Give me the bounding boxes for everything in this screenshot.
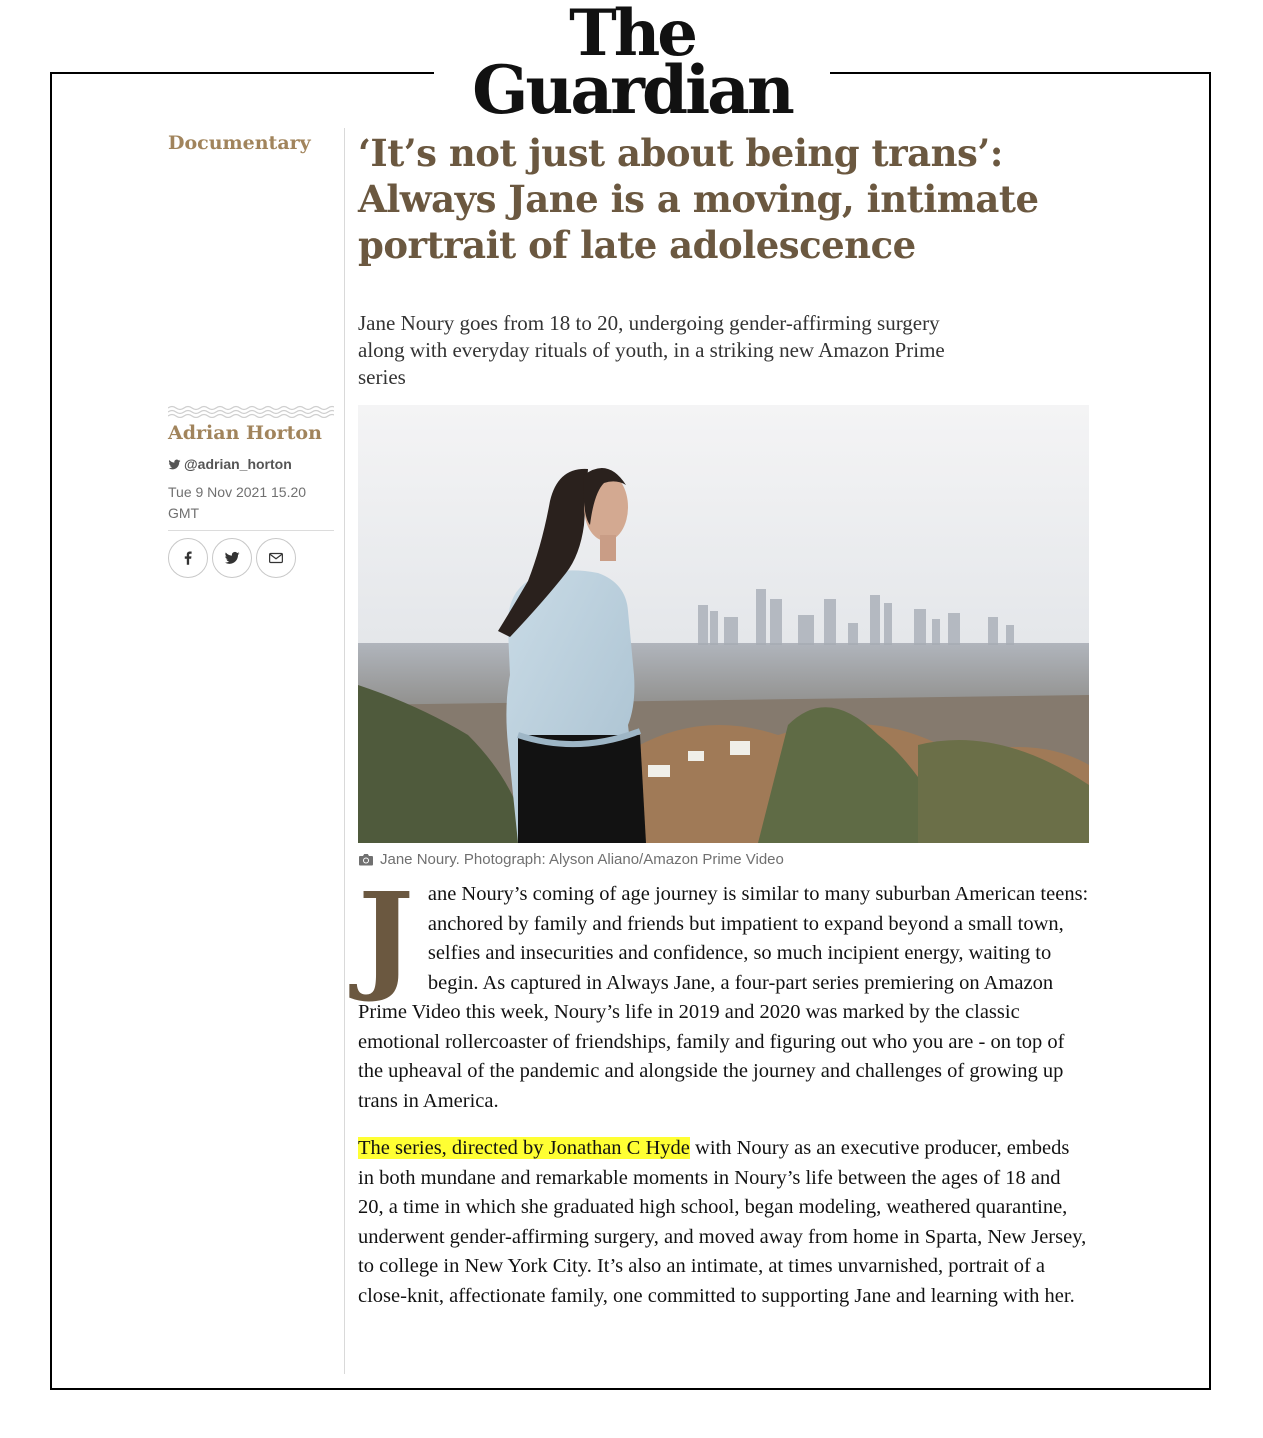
share-buttons bbox=[168, 538, 296, 578]
email-icon bbox=[267, 549, 285, 567]
camera-icon bbox=[358, 853, 374, 866]
image-caption bbox=[358, 851, 784, 868]
logo-line-1: The bbox=[569, 0, 695, 71]
wavy-divider bbox=[168, 404, 334, 418]
column-divider bbox=[344, 128, 345, 1374]
twitter-handle: @adrian_horton bbox=[184, 456, 292, 472]
publish-date: Tue 9 Nov 2021 15.20 GMT bbox=[168, 484, 307, 521]
article-headline: ‘It’s not just about being trans’: Always Jane is a moving, intimate portrait of late adolescence bbox=[358, 131, 1039, 267]
paragraph-2-text: with Noury as an executive producer, embeds in both mundane and remarkable moments in Noury’s life between the ages of 18 and 20, a time in which she graduated high school, began modeling, weathered quarantine, underwent gender-affirming surgery, and moved away from home in Sparta, New Jersey, to college in New York City. It’s also an intimate, at times unvarnished, portrait of a close-knit, affectionate family, one committed to supporting Jane and learning with her. bbox=[358, 1137, 1087, 1307]
article-standfirst: Jane Noury goes from 18 to 20, undergoing gender-affirming surgery along with everyday rituals of youth, in a striking new Amazon Prime series bbox=[358, 311, 945, 389]
twitter-icon bbox=[223, 549, 241, 567]
body-paragraph-2 bbox=[358, 1134, 1090, 1311]
highlighted-text: The series, directed by Jonathan C Hyde bbox=[358, 1137, 690, 1159]
hilltop-city-photo bbox=[358, 405, 1089, 843]
share-facebook-button[interactable] bbox=[168, 538, 208, 578]
image-caption-text: Jane Noury. Photograph: Alyson Aliano/Amazon Prime Video bbox=[380, 851, 784, 868]
author-twitter-link[interactable] bbox=[168, 456, 292, 472]
logo-line-2: Guardian bbox=[472, 51, 792, 129]
author-name[interactable]: Adrian Horton bbox=[168, 422, 322, 444]
meta-divider bbox=[168, 530, 334, 531]
section-label[interactable]: Documentary bbox=[168, 132, 311, 154]
share-twitter-button[interactable] bbox=[212, 538, 252, 578]
article-image[interactable] bbox=[358, 405, 1089, 843]
paragraph-1-text: ane Noury’s coming of age journey is similar to many suburban American teens: anchored by family and friends but impatient to expand beyond a small town, selfies and insecurities and confidence, so much incipient energy, waiting to begin. As captured in Always Jane, a four-part series premiering on Amazon Prime Video this week, Noury’s life in 2019 and 2020 was marked by the classic emotional rollercoaster of friendships, family and figuring out who you are - on top of the upheaval of the pandemic and alongside the journey and challenges of growing up trans in America. bbox=[358, 883, 1089, 1112]
article-body bbox=[358, 866, 1090, 1329]
body-paragraph-1 bbox=[358, 866, 1090, 1116]
drop-cap: J bbox=[358, 866, 414, 1005]
facebook-icon bbox=[179, 549, 197, 567]
guardian-logo[interactable] bbox=[434, 0, 830, 129]
share-email-button[interactable] bbox=[256, 538, 296, 578]
twitter-bird-icon bbox=[168, 458, 181, 471]
